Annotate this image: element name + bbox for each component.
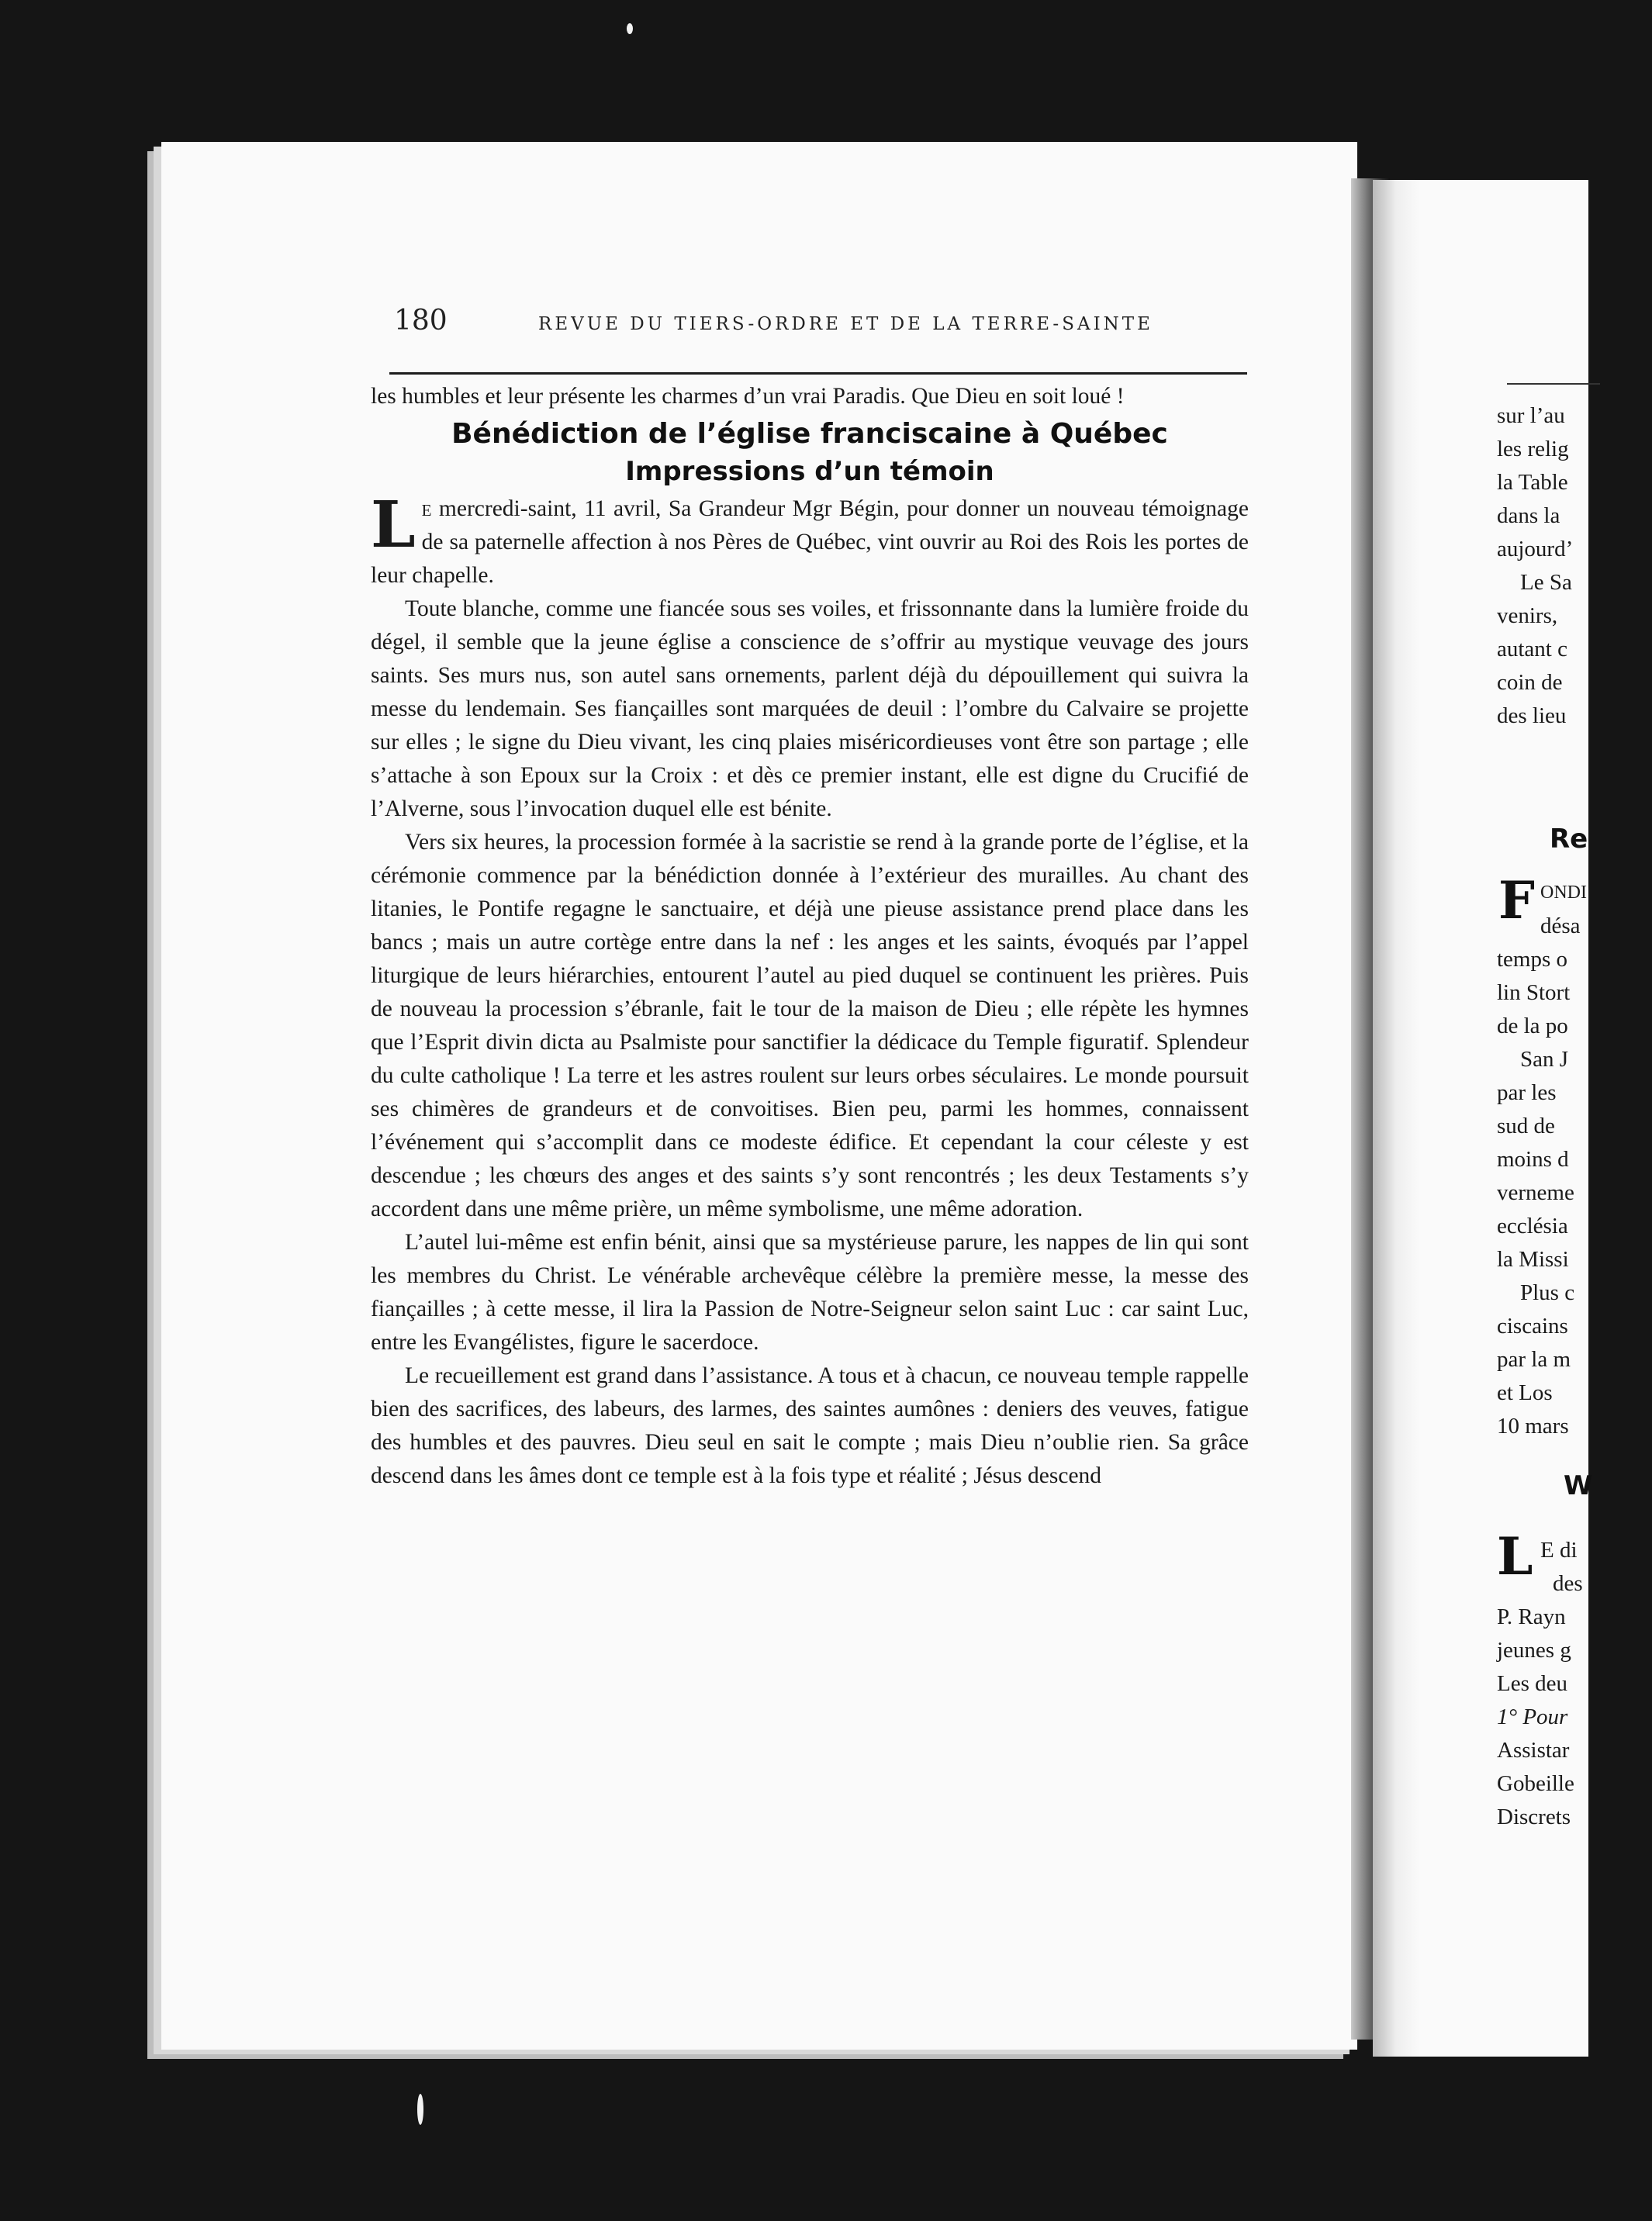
right-drop-cap-1: F (1498, 870, 1535, 931)
right-line: Gobeille (1497, 1771, 1574, 1796)
right-line: jeunes g (1497, 1638, 1571, 1663)
right-line: Les deu (1497, 1671, 1567, 1696)
paragraph: L’autel lui-même est enfin bénit, ainsi que sa mystérieuse parure, les nappes de lin qui sont les membres du Christ. Le vénérable archevêque célèbre la première messe, la messe des fiançailles ; à cette messe, il lira la Passion de Notre-Seigneur selon saint Luc : car saint Luc, entre les Evangélistes, figure le sacerdoce. (371, 1230, 1249, 1355)
right-line: coin de (1497, 670, 1563, 695)
right-line: par la m (1497, 1347, 1571, 1372)
right-line: la Table (1497, 470, 1568, 495)
right-line: P. Rayn (1497, 1604, 1566, 1629)
article-subtitle: Impressions d’un témoin (625, 456, 994, 487)
drop-cap-continuation: e (421, 496, 432, 521)
right-heading-2: W (1564, 1470, 1593, 1501)
right-line: ecclésia (1497, 1214, 1568, 1238)
right-line: aujourd’ (1497, 537, 1574, 561)
right-page-text (1497, 1534, 1652, 1834)
article-title: Bénédiction de l’église franciscaine à Québec (451, 418, 1168, 450)
dust-speck (417, 2094, 423, 2125)
right-line: temps o (1497, 947, 1568, 972)
right-drop-cap-2: L (1497, 1526, 1533, 1587)
right-page-text (1497, 876, 1652, 1443)
dust-speck (627, 23, 633, 34)
right-line: les relig (1497, 437, 1569, 461)
right-line: Plus c (1520, 1280, 1575, 1305)
right-line: verneme (1497, 1180, 1574, 1205)
drop-cap: L (371, 488, 416, 562)
first-paragraph-text: mercredi-saint, 11 avril, Sa Grandeur Mgr Bégin, pour donner un nouveau témoignage de sa paternelle affection à nos Pères de Québec, vint ouvrir au Roi des Rois les portes de leur chapelle. (371, 496, 1249, 588)
right-line: lin Stort (1497, 980, 1571, 1005)
right-line: venirs, (1497, 603, 1558, 628)
right-line: sud de (1497, 1114, 1555, 1138)
paragraph: Toute blanche, comme une fiancée sous ses voiles, et frissonnante dans la lumière froide du dégel, il semble que la jeune église a conscience de s’offrir au mystique veuvage des jours saints. Ses murs nus, son autel sans ornements, parlent déjà du dépouillement qui suivra la messe du lendemain. Ses fiançailles sont marquées de deuil : l’ombre du Calvaire se projette sur elles ; le signe du Dieu vivant, les cinq plaies miséricordieuses vont être son partage ; elle s’attache à son Epoux sur la Croix : et dès ce premier instant, elle est digne du Crucifié de l’Alverne, sous l’invocation duquel elle est bénite. (371, 596, 1249, 821)
paragraph: Le recueillement est grand dans l’assistance. A tous et à chacun, ce nouveau temple rappelle bien des sacrifices, des labeurs, des larmes, des saintes aumônes : deniers des veuves, fatigue des humbles et des pauvres. Dieu seul en sait le compte ; mais Dieu n’oublie rien. Sa grâce descend dans les âmes dont ce temple est à la fois type et réalité ; Jésus descend (371, 1363, 1249, 1488)
header-rule (389, 372, 1247, 375)
right-page-text (1497, 399, 1652, 733)
page-number: 180 (394, 305, 448, 337)
right-header-rule (1507, 383, 1600, 385)
article-body (371, 380, 1249, 1493)
right-heading-1: Re (1550, 824, 1588, 855)
running-header (394, 305, 1247, 344)
right-line: ONDI (1540, 883, 1587, 903)
right-line: des (1553, 1571, 1583, 1596)
right-line: Discrets (1497, 1805, 1571, 1829)
right-line: sur l’au (1497, 403, 1565, 428)
right-line: désa (1540, 914, 1581, 938)
right-line: San J (1520, 1047, 1569, 1072)
right-line: par les (1497, 1080, 1557, 1105)
right-line: E di (1540, 1538, 1578, 1563)
right-line: Assistar (1497, 1738, 1570, 1763)
right-line: 10 mars (1497, 1414, 1569, 1439)
right-line: 1° Pour (1497, 1705, 1568, 1729)
right-line: la Missi (1497, 1247, 1569, 1272)
right-line: autant c (1497, 637, 1567, 661)
right-line: et Los (1497, 1380, 1553, 1405)
right-line: moins d (1497, 1147, 1569, 1172)
right-line: de la po (1497, 1014, 1568, 1038)
paragraph: Vers six heures, la procession formée à la sacristie se rend à la grande porte de l’église, et la cérémonie commence par la bénédiction donnée à l’extérieur des murailles. Au chant des litanies, le Pontife regagne le sanctuaire, et déjà une pieuse assistance prend place dans les bancs ; mais un autre cortège entre dans la nef : les anges et les saints, évoqués par l’appel liturgique de leurs hiérarchies, entourent l’autel au pied duquel se continuent les prières. Puis de nouveau la procession s’ébranle, fait le tour de la maison de Dieu ; elle répète les hymnes que l’Esprit divin dicta au Psalmiste pour sanctifier la dédicace du Temple figuratif. Splendeur du culte catholique ! La terre et les astres roulent sur leurs orbes séculaires. Le monde poursuit ses chimères de grandeurs et de convoitises. Bien peu, parmi les hommes, connaissent l’événement qui s’accomplit dans ce modeste édifice. Et cependant la cour céleste y est descendue ; les chœurs des anges et des saints s’y sont rencontrés ; les deux Testaments s’y accordent dans une même prière, un même symbolisme, une même adoration. (371, 830, 1249, 1221)
right-line: ciscains (1497, 1314, 1568, 1338)
first-paragraph (371, 488, 1249, 592)
intro-paragraph: les humbles et leur présente les charmes d’un vrai Paradis. Que Dieu en soit loué ! (371, 384, 1125, 409)
right-line: des lieu (1497, 703, 1567, 728)
right-line: Le Sa (1520, 570, 1572, 595)
right-line: dans la (1497, 503, 1560, 528)
running-title: REVUE DU TIERS-ORDRE ET DE LA TERRE-SAINTE (538, 314, 1153, 334)
